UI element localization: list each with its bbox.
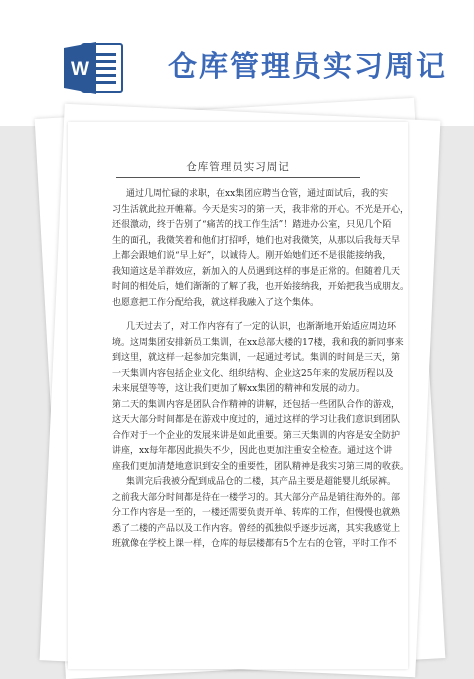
body-text-line: 座我们更加清楚地意识到安全的重要性，团队精神是我实习第三周的收获。 [112,461,410,472]
word-icon-letter: W [71,59,89,80]
body-text-line: 未来展望等等，这让我们更加了解xx集团的精神和发展的动力。 [112,384,366,394]
body-text-line: 一天集训内容包括企业文化、组织结构、企业这25年来的发展历程以及 [112,368,394,379]
body-text-line: 还很激动，终于告别了“痛苦的找工作生活”！踏进办公室，只见几个陌 [112,220,392,230]
body-text-line: 生的面孔，我微笑着和他们打招呼，她们也对我微笑，从那以后我每天早 [112,235,401,246]
title-underline [116,177,360,178]
body-text-line: 讲座，xx每年都因此损失不少，因此也更加注重安全检查。通过这个讲 [112,446,393,456]
body-text-line: 上都会跟她们说“早上好”，以诚待人。刚开始她们还不是很能接纳我， [112,251,392,261]
body-text-line: 通过几周忙碌的求职，在xx集团应聘当仓管，通过面试后，我的实 [126,189,389,199]
body-text-line: 之前我大部分时间都是待在一楼学习的。其大部分产品是销往海外的。部 [112,492,401,503]
body-text-line: 第二天的集训内容是团队合作精神的讲解，还包括一些团队合作的游戏， [112,399,401,410]
body-text-line: 班就像在学校上课一样，仓库的每层楼都有5个左右的仓管，平时工作不 [112,539,397,549]
body-text-line: 到这里，就这样一起参加完集训，一起通过考试。集训的时间是三天，第 [112,353,401,363]
body-text-line: 分工作内容是一至的，一楼还需要负责开单、转库的工作，但慢慢也就熟 [112,508,401,518]
body-text-line: 我知道这是羊群效应，新加入的人员遇到这样的事是正常的。但随着几天 [112,266,401,277]
word-document-icon [62,40,126,96]
body-text-line: 悉了二楼的产品以及工作内容。曾经的孤独似乎逐步远离，其实我感觉上 [112,523,401,534]
body-text-line: 这天大部分时间都是在游戏中度过的，通过这样的学习让我们意识到团队 [112,415,401,425]
body-text-line: 合作对于一个企业的发展来讲是如此重要。第三天集训的内容是安全防护 [112,430,401,441]
body-text-line: 也愿意把工作分配给我，就这样我融入了这个集体。 [112,297,320,308]
body-text-line: 时间的相处后，她们渐渐的了解了我，也开始接纳我，开始把我当成朋友。 [112,282,410,292]
document-page [68,122,408,669]
header-title: 仓库管理员实习周记 [168,49,448,83]
body-text-line: 习生活就此拉开帷幕。今天是实习的第一天，我非常的开心。不光是开心， [112,204,410,215]
body-text-line: 几天过去了，对工作内容有了一定的认识，也渐渐地开始适应周边环 [126,322,397,332]
body-text-line: 境。这周集团安排新员工集训，在xx总部大楼的17楼，我和我的新同事来 [112,337,404,348]
body-text-line: 集训完后我被分配到成品仓的二楼，其产品主要是超能婴儿纸尿裤。 [126,477,397,487]
document-title: 仓库管理员实习周记 [186,161,290,173]
